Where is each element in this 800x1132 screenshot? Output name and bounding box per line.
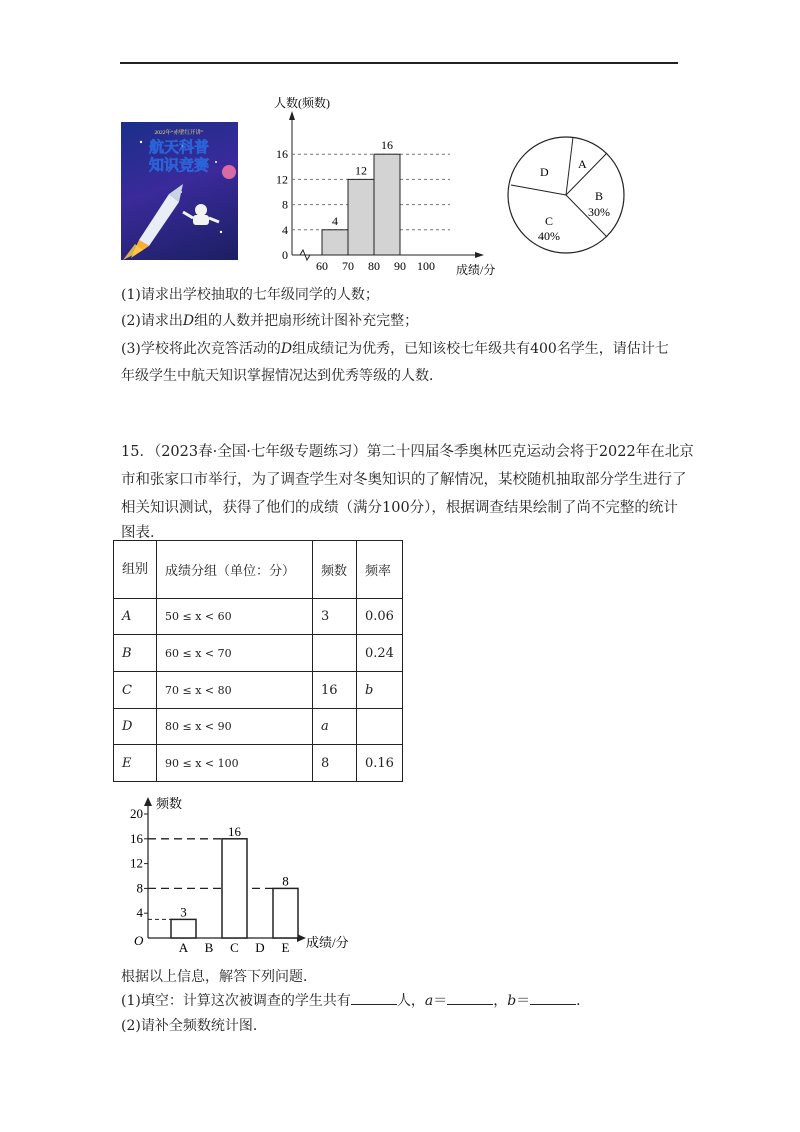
header-rate: 频率 [357,541,403,599]
q14-sub3: (3)学校将此次竞答活动的D组成绩记为优秀，已知该校七年级共有400名学生，请估计七 [121,341,669,357]
hist2-category: D [255,940,265,955]
hist2-bar-label: 8 [282,873,289,889]
q15-sub2: (2)请补全频数统计图． [121,1018,267,1034]
hist1-xtick: 60 [316,259,328,273]
q14-sub2: (2)请求出D组的人数并把扇形统计图补充完整； [121,313,419,329]
hist2-origin: O [134,933,144,948]
hist1-ylabel: 人数(频数) [274,96,330,110]
q15-line1: 15．（2023春·全国·七年级专题练习）第二十四届冬季奥林匹克运动会将于2022年在北京 [121,444,694,460]
planet-icon [222,165,236,179]
table-header-row [114,541,403,599]
pie-label-D: D [540,165,549,179]
hist1-xlabel: 成绩/分 [456,263,496,277]
q14-sub3-line2: 年级学生中航天知识掌握情况达到优秀等级的人数． [121,368,443,384]
hist1-ytick: 12 [276,172,288,187]
hist2-category: A [178,940,189,955]
hist1-ytick: 4 [282,222,288,237]
hist2-ylabel: 频数 [156,796,183,811]
table-row: C 70 ≤ x < 80 16 b [114,672,403,709]
header-group: 组别 [114,541,157,599]
q15-fill: (1)填空：计算这次被调查的学生共有 人，a＝ ，b＝ ． [121,990,590,1011]
hist2-bar-label: 3 [180,904,187,920]
table-row: B 60 ≤ x < 70 0.24 [114,635,403,672]
hist1-bar [348,179,374,255]
hist1-bar-label: 16 [381,138,393,153]
hist2-xlabel: 成绩/分 [306,935,349,950]
table-row: E 90 ≤ x < 100 8 0.16 [114,745,403,782]
score-table [113,540,403,782]
hist1-ytick: 8 [282,197,288,212]
q15-line2: 市和张家口市举行，为了调查学生对冬奥知识的了解情况，某校随机抽取部分学生进行了 [121,472,687,488]
header-freq: 频数 [313,541,357,599]
hist1-bar-label: 12 [355,163,367,178]
hist2-bar [171,919,196,938]
rocket-icon [123,184,183,260]
hist2-ytick: 16 [130,830,143,846]
hist1-xtick: 100 [417,259,435,273]
hist1-xtick: 70 [342,259,354,273]
hist2-category: E [281,940,290,955]
pie-pct-B: 30% [588,205,610,219]
page-top-rule [120,62,678,64]
blank-a[interactable] [447,990,493,1005]
q15-after: 根据以上信息，解答下列问题． [121,969,317,985]
pie-chart [505,128,630,263]
hist1-ytick: 0 [282,248,288,262]
histogram-1 [270,92,510,277]
poster-subtitle: 2022年“赤壁红开讲” [154,130,204,136]
q15-line4: 图表． [121,525,165,541]
poster-title-line2: 知识竞赛 [148,158,210,174]
header-range: 成绩分组（单位：分） [157,541,313,599]
pie-label-A: A [578,157,587,171]
poster-title-line1: 航天科普 [148,140,210,156]
table-row: A 50 ≤ x < 60 3 0.06 [114,599,403,635]
blank-b[interactable] [530,990,576,1005]
pie-label-B: B [595,189,604,203]
hist2-ytick: 20 [130,806,143,821]
hist1-bar [374,154,400,255]
hist1-xtick: 90 [394,259,406,273]
hist2-category: C [230,940,239,955]
hist2-bar [273,888,298,938]
hist2-bar [222,839,247,938]
hist2-bar-label: 16 [228,823,241,839]
histogram-2 [110,790,380,960]
table-row: D 80 ≤ x < 90 a [114,709,403,745]
astronaut-icon [183,204,219,225]
pie-pct-C: 40% [538,229,560,243]
blank-total[interactable] [351,990,397,1005]
hist2-ytick: 4 [136,905,143,921]
hist2-category: B [204,940,214,955]
q15-line3: 相关知识测试，获得了他们的成绩（满分100分），根据调查结果绘制了尚不完整的统计 [121,500,678,516]
q14-sub1: (1)请求出学校抽取的七年级同学的人数； [121,287,379,303]
hist1-ytick: 16 [276,147,288,162]
hist2-ytick: 8 [136,880,143,896]
space-quiz-poster [121,122,238,260]
hist1-bar-label: 4 [332,213,338,228]
pie-label-C: C [545,214,554,228]
hist2-ytick: 12 [130,855,143,871]
hist1-xtick: 80 [368,259,380,273]
hist1-bar [322,230,348,255]
